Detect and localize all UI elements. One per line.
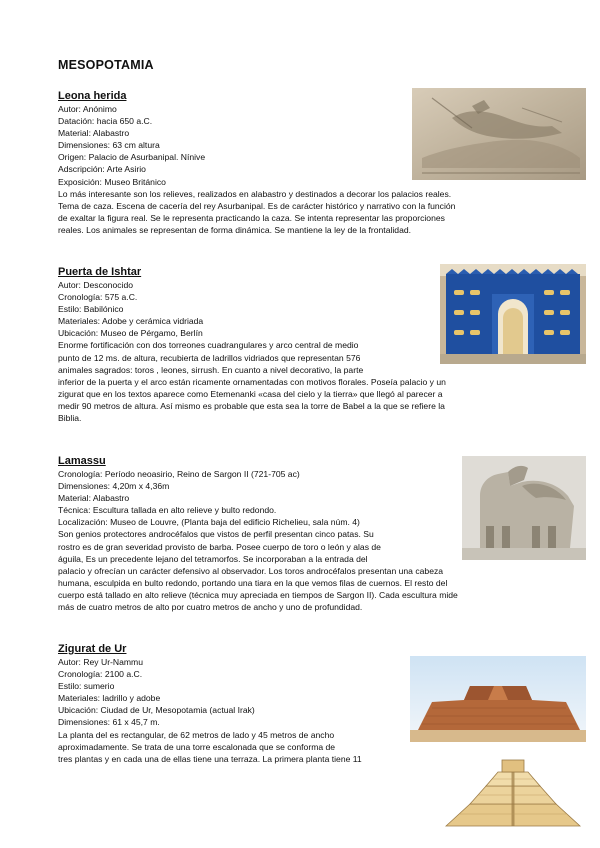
page-title: MESOPOTAMIA [58, 58, 154, 72]
text-line: rostro es de gran severidad provisto de barba. Posee cuerpo de toro o león y alas de [58, 541, 381, 552]
text-line: Exposición: Museo Británico [58, 176, 166, 187]
section-heading: Puerta de Ishtar [58, 266, 142, 278]
text-line: Estilo: sumerio [58, 681, 115, 692]
text-line: palacio y ofrecían un carácter defensivo al observador. Los toros androcéfalos presentan una cabeza [58, 565, 444, 576]
text-line: inferior de la puerta y el arco están ricamente ornamentadas con motivos florales. Poseía palacio y un [58, 376, 446, 387]
text-line: tres plantas y en cada una de ellas tiene una terraza. La primera planta tiene 11 [58, 753, 362, 764]
lioness-relief-image [412, 88, 586, 180]
text-line: zigurat que en los textos aparece como Etemenanki «casa del cielo y la tierra» que llegó al parecer a [58, 388, 443, 399]
section-heading: Lamassu [58, 455, 106, 467]
text-line: Cronología: Período neoasirio, Reino de Sargon II (721-705 ac) [58, 469, 300, 479]
text-line: Materiales: ladrillo y adobe [58, 693, 161, 704]
lamassu-image [462, 456, 586, 560]
text-line: Técnica: Escultura tallada en alto relieve y bulto redondo. [58, 505, 277, 516]
text-line: Tema de caza. Escena de cacería del rey Asurbanipal. Es de carácter histórico y narrativo con la función [58, 200, 456, 211]
text-line: Cronología: 2100 a.C. [58, 669, 143, 680]
text-line: Cronología: 575 a.C. [58, 292, 138, 303]
text-line: Enorme fortificación con dos torreones cuadrangulares y arco central de medio [58, 340, 359, 351]
text-line: Origen: Palacio de Asurbanipal. Nínive [58, 152, 206, 163]
text-line: Autor: Rey Ur-Nammu [58, 657, 143, 667]
text-line: águila, Es un precedente lejano del tetramorfos. Se incorporaban a la entrada del [58, 553, 368, 564]
text-line: Estilo: Babilónico [58, 304, 124, 315]
section-heading: Zigurat de Ur [58, 643, 127, 655]
section-heading: Leona herida [58, 90, 127, 102]
text-line: Lo más interesante son los relieves, realizados en alabastro y destinados a decorar los palacios reales. [58, 188, 452, 199]
text-line: aproximadamente. Se trata de una torre escalonada que se conforma de [58, 741, 336, 752]
text-line: Son genios protectores androcéfalos que vistos de perfil presentan cinco patas. Su [58, 529, 374, 540]
text-line: Material: Alabastro [58, 493, 130, 504]
text-line: Dimensiones: 4,20m x 4,36m [58, 481, 170, 492]
text-line: humana, esculpida en bulto redondo, portando una tiara en la que vemos filas de cuernos. El resto del [58, 577, 448, 588]
text-line: Materiales: Adobe y cerámica vidriada [58, 316, 204, 327]
text-line: Localización: Museo de Louvre, (Planta baja del edificio Richelieu, sala núm. 4) [58, 517, 360, 528]
text-line: reales. Los animales se representan de forma dinámica. Se mantiene la ley de la frontalidad. [58, 224, 412, 235]
section-lamassu [58, 455, 458, 613]
section-zigurat-de-ur [58, 643, 362, 765]
section-puerta-de-ishtar [58, 266, 446, 424]
text-line: Dimensiones: 61 x 45,7 m. [58, 717, 160, 728]
text-line: medir 90 metros de altura. Así mismo es probable que esta sea la torre de Babel a la que se refiere la [58, 400, 445, 411]
text-line: Autor: Desconocido [58, 280, 133, 290]
text-line: Autor: Anónimo [58, 104, 117, 114]
text-line: de exaltar la figura real. Se le representa practicando la caza. Se intenta representar las proporciones [58, 212, 445, 223]
text-line: más de cuatro metros de alto por cuatro metros de ancho y uno de profundidad. [58, 602, 363, 613]
text-line: Biblia. [58, 413, 82, 424]
text-line: animales sagrados: toros , leones, sirrush. En cuanto a nivel decorativo, la parte [58, 364, 364, 375]
section-leona-herida [58, 90, 455, 236]
text-line: Datación: hacia 650 a.C. [58, 116, 153, 127]
text-line: punto de 12 ms. de altura, recubierta de ladrillos vidriados que representan 576 [58, 352, 361, 363]
text-line: Material: Alabastro [58, 128, 130, 139]
text-line: cuerpo está tallado en alto relieve (técnica muy apreciada en tiempos de Sargon II). Cada escultura mide [58, 589, 458, 600]
text-line: Adscripción: Arte Asirio [58, 164, 146, 175]
ishtar-gate-image [440, 264, 586, 364]
text-line: Ubicación: Museo de Pérgamo, Berlín [58, 328, 203, 339]
ziggurat-drawing-image [440, 746, 586, 838]
ziggurat-photo-image [410, 656, 586, 742]
text-line: Dimensiones: 63 cm altura [58, 140, 160, 151]
text-line: La planta del es rectangular, de 62 metros de lado y 45 metros de ancho [58, 729, 335, 740]
text-line: Ubicación: Ciudad de Ur, Mesopotamia (actual Irak) [58, 705, 255, 716]
